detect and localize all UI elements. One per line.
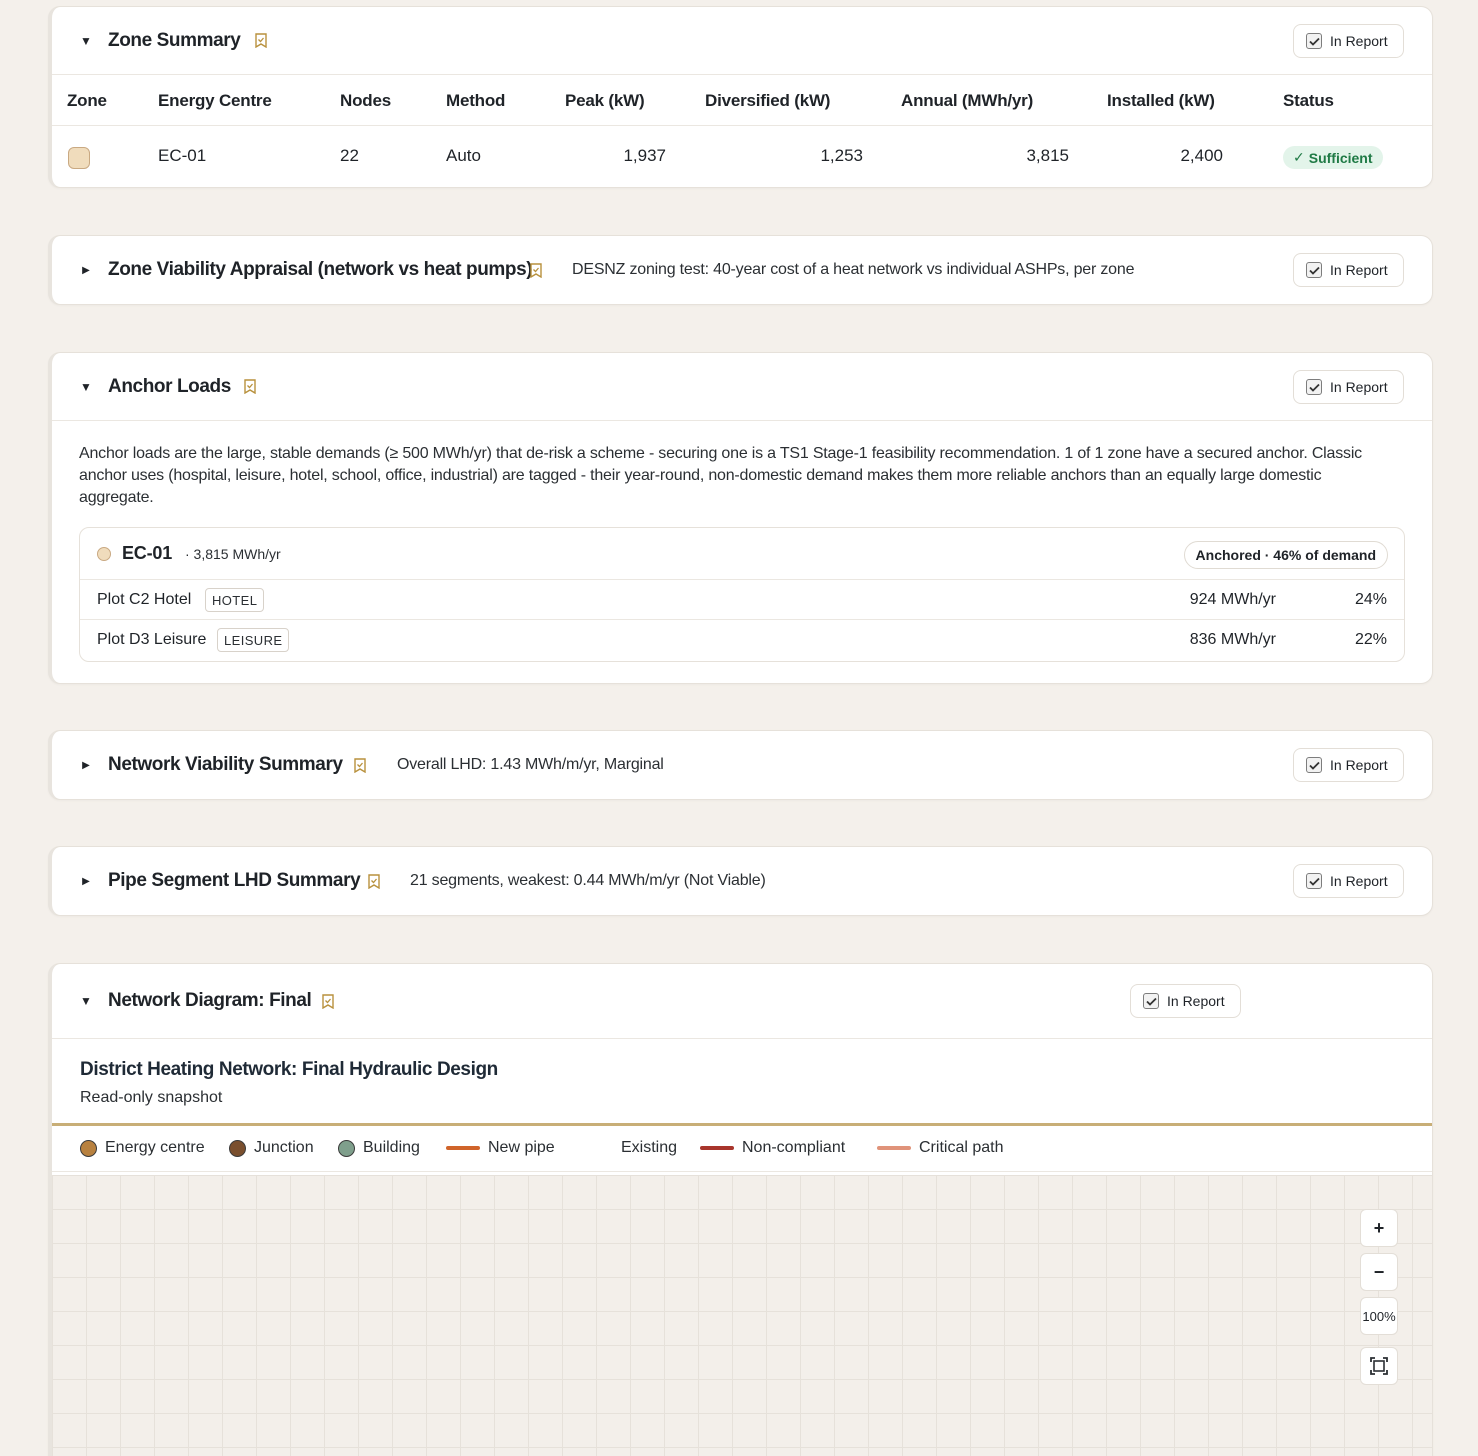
anchor-use-tag: HOTEL bbox=[205, 588, 264, 612]
legend-critical-path: Critical path bbox=[877, 1139, 1003, 1157]
expand-caret-icon[interactable]: ▶ bbox=[82, 759, 90, 771]
in-report-label: In Report bbox=[1330, 873, 1388, 889]
section-subtitle: DESNZ zoning test: 40-year cost of a heat network vs individual ASHPs, per zone bbox=[572, 261, 1135, 278]
expand-caret-icon[interactable]: ▶ bbox=[82, 264, 90, 276]
critical-path-line-icon bbox=[877, 1146, 911, 1150]
anchor-loads-card bbox=[48, 352, 1433, 684]
junction-dot-icon bbox=[229, 1140, 246, 1157]
section-subtitle: Overall LHD: 1.43 MWh/m/yr, Marginal bbox=[397, 756, 664, 773]
column-header: Zone bbox=[67, 91, 107, 110]
zone-color-dot-icon bbox=[97, 547, 111, 561]
network-diagram-card bbox=[48, 963, 1433, 1456]
zone-summary-table bbox=[52, 75, 1432, 187]
network-diagram-viewer bbox=[52, 1038, 1432, 1456]
installed-cell: 2,400 bbox=[1180, 146, 1223, 165]
non-compliant-line-icon bbox=[700, 1146, 734, 1150]
diagram-heading-bar bbox=[52, 1039, 1432, 1126]
table-header bbox=[52, 75, 1432, 126]
anchor-description: Anchor loads are the large, stable demands (≥ 500 MWh/yr) that de-risk a scheme - securing one is a TS1 Stage-1 feasibility recommendation. 1 of 1 zone have a secured anchor. Classic anchor uses (hospital, leisure, hotel, school, office, industrial) are tagged - their year-round, non-domestic demand makes them more reliable anchors than an equally large domestic aggregate. bbox=[79, 445, 1362, 506]
in-report-toggle[interactable] bbox=[1293, 253, 1404, 287]
fit-to-screen-button[interactable] bbox=[1360, 1347, 1398, 1385]
checkbox-checked-icon[interactable] bbox=[1143, 993, 1159, 1009]
in-report-toggle[interactable] bbox=[1293, 748, 1404, 782]
bookmark-icon[interactable] bbox=[368, 874, 380, 889]
in-report-toggle[interactable] bbox=[1293, 24, 1404, 58]
collapse-caret-icon[interactable]: ▼ bbox=[80, 33, 92, 48]
peak-cell: 1,937 bbox=[623, 146, 666, 165]
in-report-label: In Report bbox=[1330, 33, 1388, 49]
bookmark-icon[interactable] bbox=[530, 263, 542, 278]
column-header: Annual (MWh/yr) bbox=[901, 91, 1034, 110]
column-header: Installed (kW) bbox=[1107, 91, 1215, 110]
section-title: Zone Summary bbox=[108, 29, 241, 51]
checkbox-checked-icon[interactable] bbox=[1306, 873, 1322, 889]
section-title: Network Diagram: Final bbox=[108, 990, 312, 1011]
zone-summary-card bbox=[48, 6, 1433, 188]
in-report-label: In Report bbox=[1330, 757, 1388, 773]
anchor-item-demand: 924 MWh/yr bbox=[1189, 591, 1276, 608]
in-report-label: In Report bbox=[1330, 379, 1388, 395]
collapse-caret-icon[interactable]: ▼ bbox=[80, 994, 92, 1008]
section-title: Anchor Loads bbox=[108, 375, 231, 397]
legend-existing: Existing bbox=[621, 1139, 678, 1156]
section-title: Pipe Segment LHD Summary bbox=[108, 870, 361, 891]
checkbox-checked-icon[interactable] bbox=[1306, 379, 1322, 395]
zoom-level: 100% bbox=[1360, 1297, 1398, 1335]
diagram-title: District Heating Network: Final Hydraulic Design bbox=[80, 1059, 498, 1080]
network-viability-header[interactable] bbox=[52, 731, 1432, 799]
bookmark-icon[interactable] bbox=[322, 994, 334, 1009]
anchor-item-name: Plot C2 Hotel bbox=[97, 591, 192, 608]
annual-cell: 3,815 bbox=[1026, 146, 1069, 165]
method-cell: Auto bbox=[446, 146, 481, 165]
anchor-loads-header[interactable] bbox=[52, 353, 1432, 421]
anchor-zone-name: EC-01 bbox=[122, 543, 173, 563]
diagram-canvas[interactable] bbox=[52, 1175, 1432, 1456]
collapse-caret-icon[interactable]: ▼ bbox=[80, 379, 92, 394]
zone-viability-header[interactable] bbox=[52, 236, 1432, 304]
anchor-zone-demand: · 3,815 MWh/yr bbox=[185, 546, 281, 562]
in-report-toggle[interactable] bbox=[1293, 370, 1404, 404]
pipe-segment-card bbox=[48, 846, 1433, 916]
zoom-out-button[interactable]: − bbox=[1360, 1253, 1398, 1291]
legend-building: Building bbox=[338, 1139, 420, 1157]
anchored-badge: Anchored · 46% of demand bbox=[1184, 541, 1388, 569]
energy-centre-dot-icon bbox=[80, 1140, 97, 1157]
bookmark-icon[interactable] bbox=[354, 758, 366, 773]
column-header: Energy Centre bbox=[158, 91, 272, 110]
network-viability-card bbox=[48, 730, 1433, 800]
list-item bbox=[80, 580, 1404, 620]
list-item bbox=[80, 620, 1404, 660]
in-report-toggle[interactable] bbox=[1293, 864, 1404, 898]
check-icon: ✓ bbox=[1293, 149, 1305, 165]
fit-screen-icon bbox=[1369, 1356, 1389, 1376]
anchor-zone-panel bbox=[79, 527, 1405, 662]
section-title: Zone Viability Appraisal (network vs heat pumps) bbox=[108, 259, 533, 280]
zoom-in-button[interactable]: + bbox=[1360, 1209, 1398, 1247]
zone-summary-header[interactable] bbox=[52, 7, 1432, 75]
anchor-item-name: Plot D3 Leisure bbox=[97, 631, 207, 648]
anchor-item-share: 22% bbox=[1354, 631, 1387, 648]
anchor-use-tag: LEISURE bbox=[217, 628, 289, 652]
column-header: Method bbox=[446, 91, 506, 110]
in-report-label: In Report bbox=[1330, 262, 1388, 278]
diagram-subtitle: Read-only snapshot bbox=[80, 1089, 223, 1106]
new-pipe-line-icon bbox=[446, 1146, 480, 1150]
section-title: Network Viability Summary bbox=[108, 754, 343, 775]
section-subtitle: 21 segments, weakest: 0.44 MWh/m/yr (Not Viable) bbox=[410, 872, 766, 889]
in-report-toggle[interactable] bbox=[1130, 984, 1241, 1018]
column-header: Status bbox=[1283, 91, 1334, 110]
bookmark-icon[interactable] bbox=[244, 379, 256, 394]
energy-centre-cell: EC-01 bbox=[158, 146, 207, 165]
checkbox-checked-icon[interactable] bbox=[1306, 262, 1322, 278]
network-diagram-header[interactable] bbox=[52, 964, 1432, 1038]
nodes-cell: 22 bbox=[340, 146, 359, 165]
in-report-label: In Report bbox=[1167, 993, 1225, 1009]
column-header: Diversified (kW) bbox=[705, 91, 831, 110]
legend-new-pipe: New pipe bbox=[446, 1139, 555, 1157]
building-dot-icon bbox=[338, 1140, 355, 1157]
anchor-zone-header bbox=[80, 528, 1404, 580]
checkbox-checked-icon[interactable] bbox=[1306, 33, 1322, 49]
column-header: Nodes bbox=[340, 91, 391, 110]
checkbox-checked-icon[interactable] bbox=[1306, 757, 1322, 773]
expand-caret-icon[interactable]: ▶ bbox=[82, 875, 90, 887]
zone-viability-card bbox=[48, 235, 1433, 305]
legend-energy-centre: Energy centre bbox=[80, 1139, 205, 1157]
status-badge: ✓ Sufficient bbox=[1283, 146, 1383, 169]
pipe-segment-header[interactable] bbox=[52, 847, 1432, 915]
bookmark-icon[interactable] bbox=[255, 33, 267, 48]
zone-color-swatch[interactable] bbox=[68, 147, 90, 169]
anchor-item-share: 24% bbox=[1354, 591, 1387, 608]
anchor-item-demand: 836 MWh/yr bbox=[1189, 631, 1276, 648]
diagram-legend bbox=[52, 1126, 1432, 1172]
legend-non-compliant: Non-compliant bbox=[700, 1139, 845, 1157]
column-header: Peak (kW) bbox=[565, 91, 645, 110]
legend-junction: Junction bbox=[229, 1139, 314, 1157]
diversified-cell: 1,253 bbox=[820, 146, 863, 165]
